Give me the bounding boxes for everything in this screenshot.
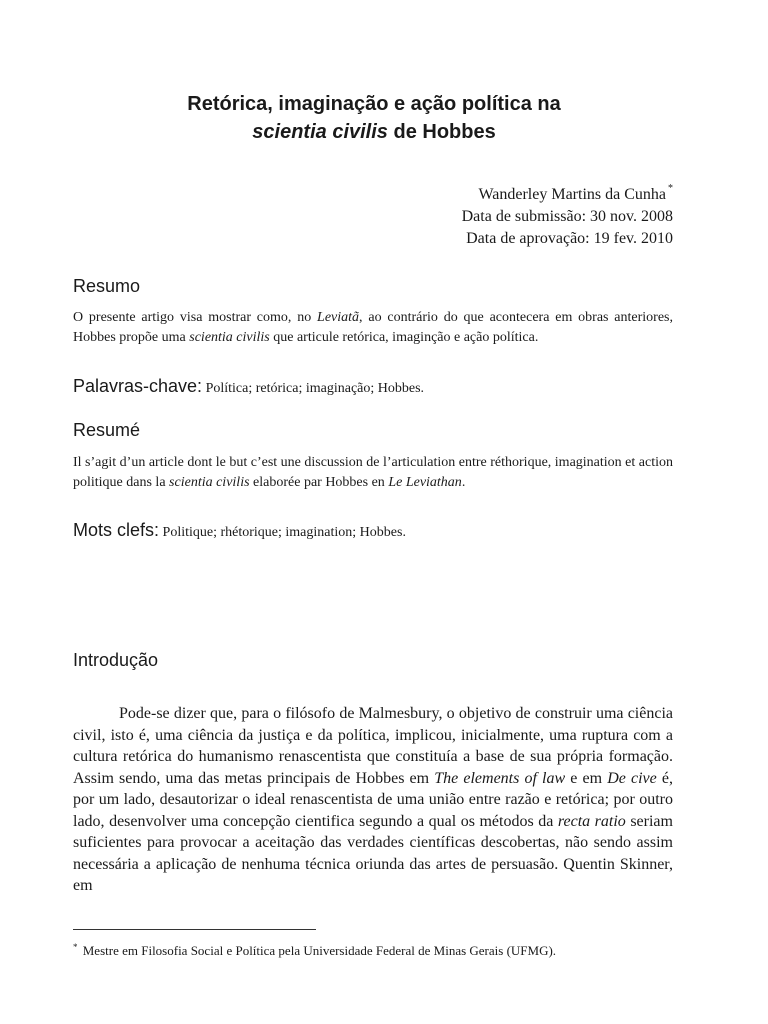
article-title bbox=[74, 90, 674, 146]
author-name: Wanderley Martins da Cunha bbox=[478, 186, 666, 203]
title-italic-term: scientia civilis bbox=[252, 121, 388, 143]
approval-date: Data de aprovação: 19 fev. 2010 bbox=[466, 230, 673, 247]
introducao-heading: Introdução bbox=[73, 650, 159, 670]
introducao-paragraph bbox=[73, 703, 673, 897]
resumo-text-part: que articule retórica, imaginção e ação política. bbox=[269, 330, 539, 345]
submission-date: Data de submissão: 30 nov. 2008 bbox=[461, 208, 673, 225]
resume-heading: Resumé bbox=[73, 420, 141, 440]
resume-text-part: . bbox=[461, 475, 466, 490]
footnote-separator bbox=[73, 929, 316, 930]
author-footnote-mark: * bbox=[668, 183, 673, 194]
resumo-italic-leviata: Leviatã bbox=[317, 310, 360, 325]
mots-clefs-list: Politique; rhétorique; imagination; Hobbes. bbox=[159, 525, 406, 540]
title-line-2 bbox=[74, 118, 674, 146]
italic-recta-ratio: recta ratio bbox=[557, 812, 626, 830]
footnote-mark: * bbox=[73, 942, 78, 952]
title-line-1: Retórica, imaginação e ação política na bbox=[187, 93, 561, 115]
footnote bbox=[73, 938, 556, 960]
body-text-part: seriam suficientes para provocar a aceitação das verdades científicas descobertas, não sendo assim necessária a aplicação de nenhuma técnica oriunda das artes de persuasão. Quentin Skinner, em bbox=[73, 812, 673, 894]
body-paragraph bbox=[73, 703, 673, 897]
author-block bbox=[462, 178, 673, 250]
palavras-chave-label: Palavras-chave: bbox=[73, 376, 203, 396]
resume-italic-leviathan: Le Leviathan bbox=[388, 475, 462, 490]
body-text-part: é, por um lado, desautorizar o ideal renascentista de uma união entre razão e retórica; por outro lado, desenvolver uma concepção cientifica segundo a qual os métodos da bbox=[73, 769, 673, 830]
resumo-heading: Resumo bbox=[73, 276, 141, 296]
resume-text-part: Il s’agit d’un article dont le but c’est une discussion de l’articulation entre réthorique, imagination et action politique dans la bbox=[73, 455, 673, 490]
mots-clefs-label: Mots clefs: bbox=[73, 520, 160, 540]
palavras-chave-list: Política; retórica; imaginação; Hobbes. bbox=[202, 381, 425, 396]
mots-clefs bbox=[73, 520, 693, 541]
resumo-italic-scientia: scientia civilis bbox=[189, 330, 270, 345]
author-name-line bbox=[462, 178, 673, 206]
resumo-text-part: O presente artigo visa mostrar como, no bbox=[73, 310, 318, 325]
resume-italic-scientia: scientia civilis bbox=[169, 475, 250, 490]
body-text-part: Pode-se dizer que, para o filósofo de Malmesbury, o objetivo de construir uma ciência civil, isto é, uma ciência da justiça e da política, implicou, inicialmente, uma ruptura com a cultura retórica do humanismo renascentista que constituía a base de sua própria formação. Assim sendo, uma das metas principais de Hobbes em bbox=[73, 705, 673, 787]
title-rest: de Hobbes bbox=[387, 121, 496, 143]
resumo-text-part: , ao contrário do que acontecera em obras anteriores, Hobbes propõe uma bbox=[73, 310, 673, 345]
palavras-chave bbox=[73, 376, 693, 397]
italic-de-cive: De cive bbox=[607, 769, 657, 787]
resume-text-part: elaborée par Hobbes en bbox=[249, 475, 389, 490]
footnote-text: Mestre em Filosofia Social e Política pela Universidade Federal de Minas Gerais (UFMG). bbox=[79, 943, 557, 958]
resume-text bbox=[73, 453, 673, 493]
resumo-text bbox=[73, 308, 673, 348]
italic-elements-of-law: The elements of law bbox=[434, 769, 566, 787]
body-text-part: e em bbox=[565, 769, 608, 787]
